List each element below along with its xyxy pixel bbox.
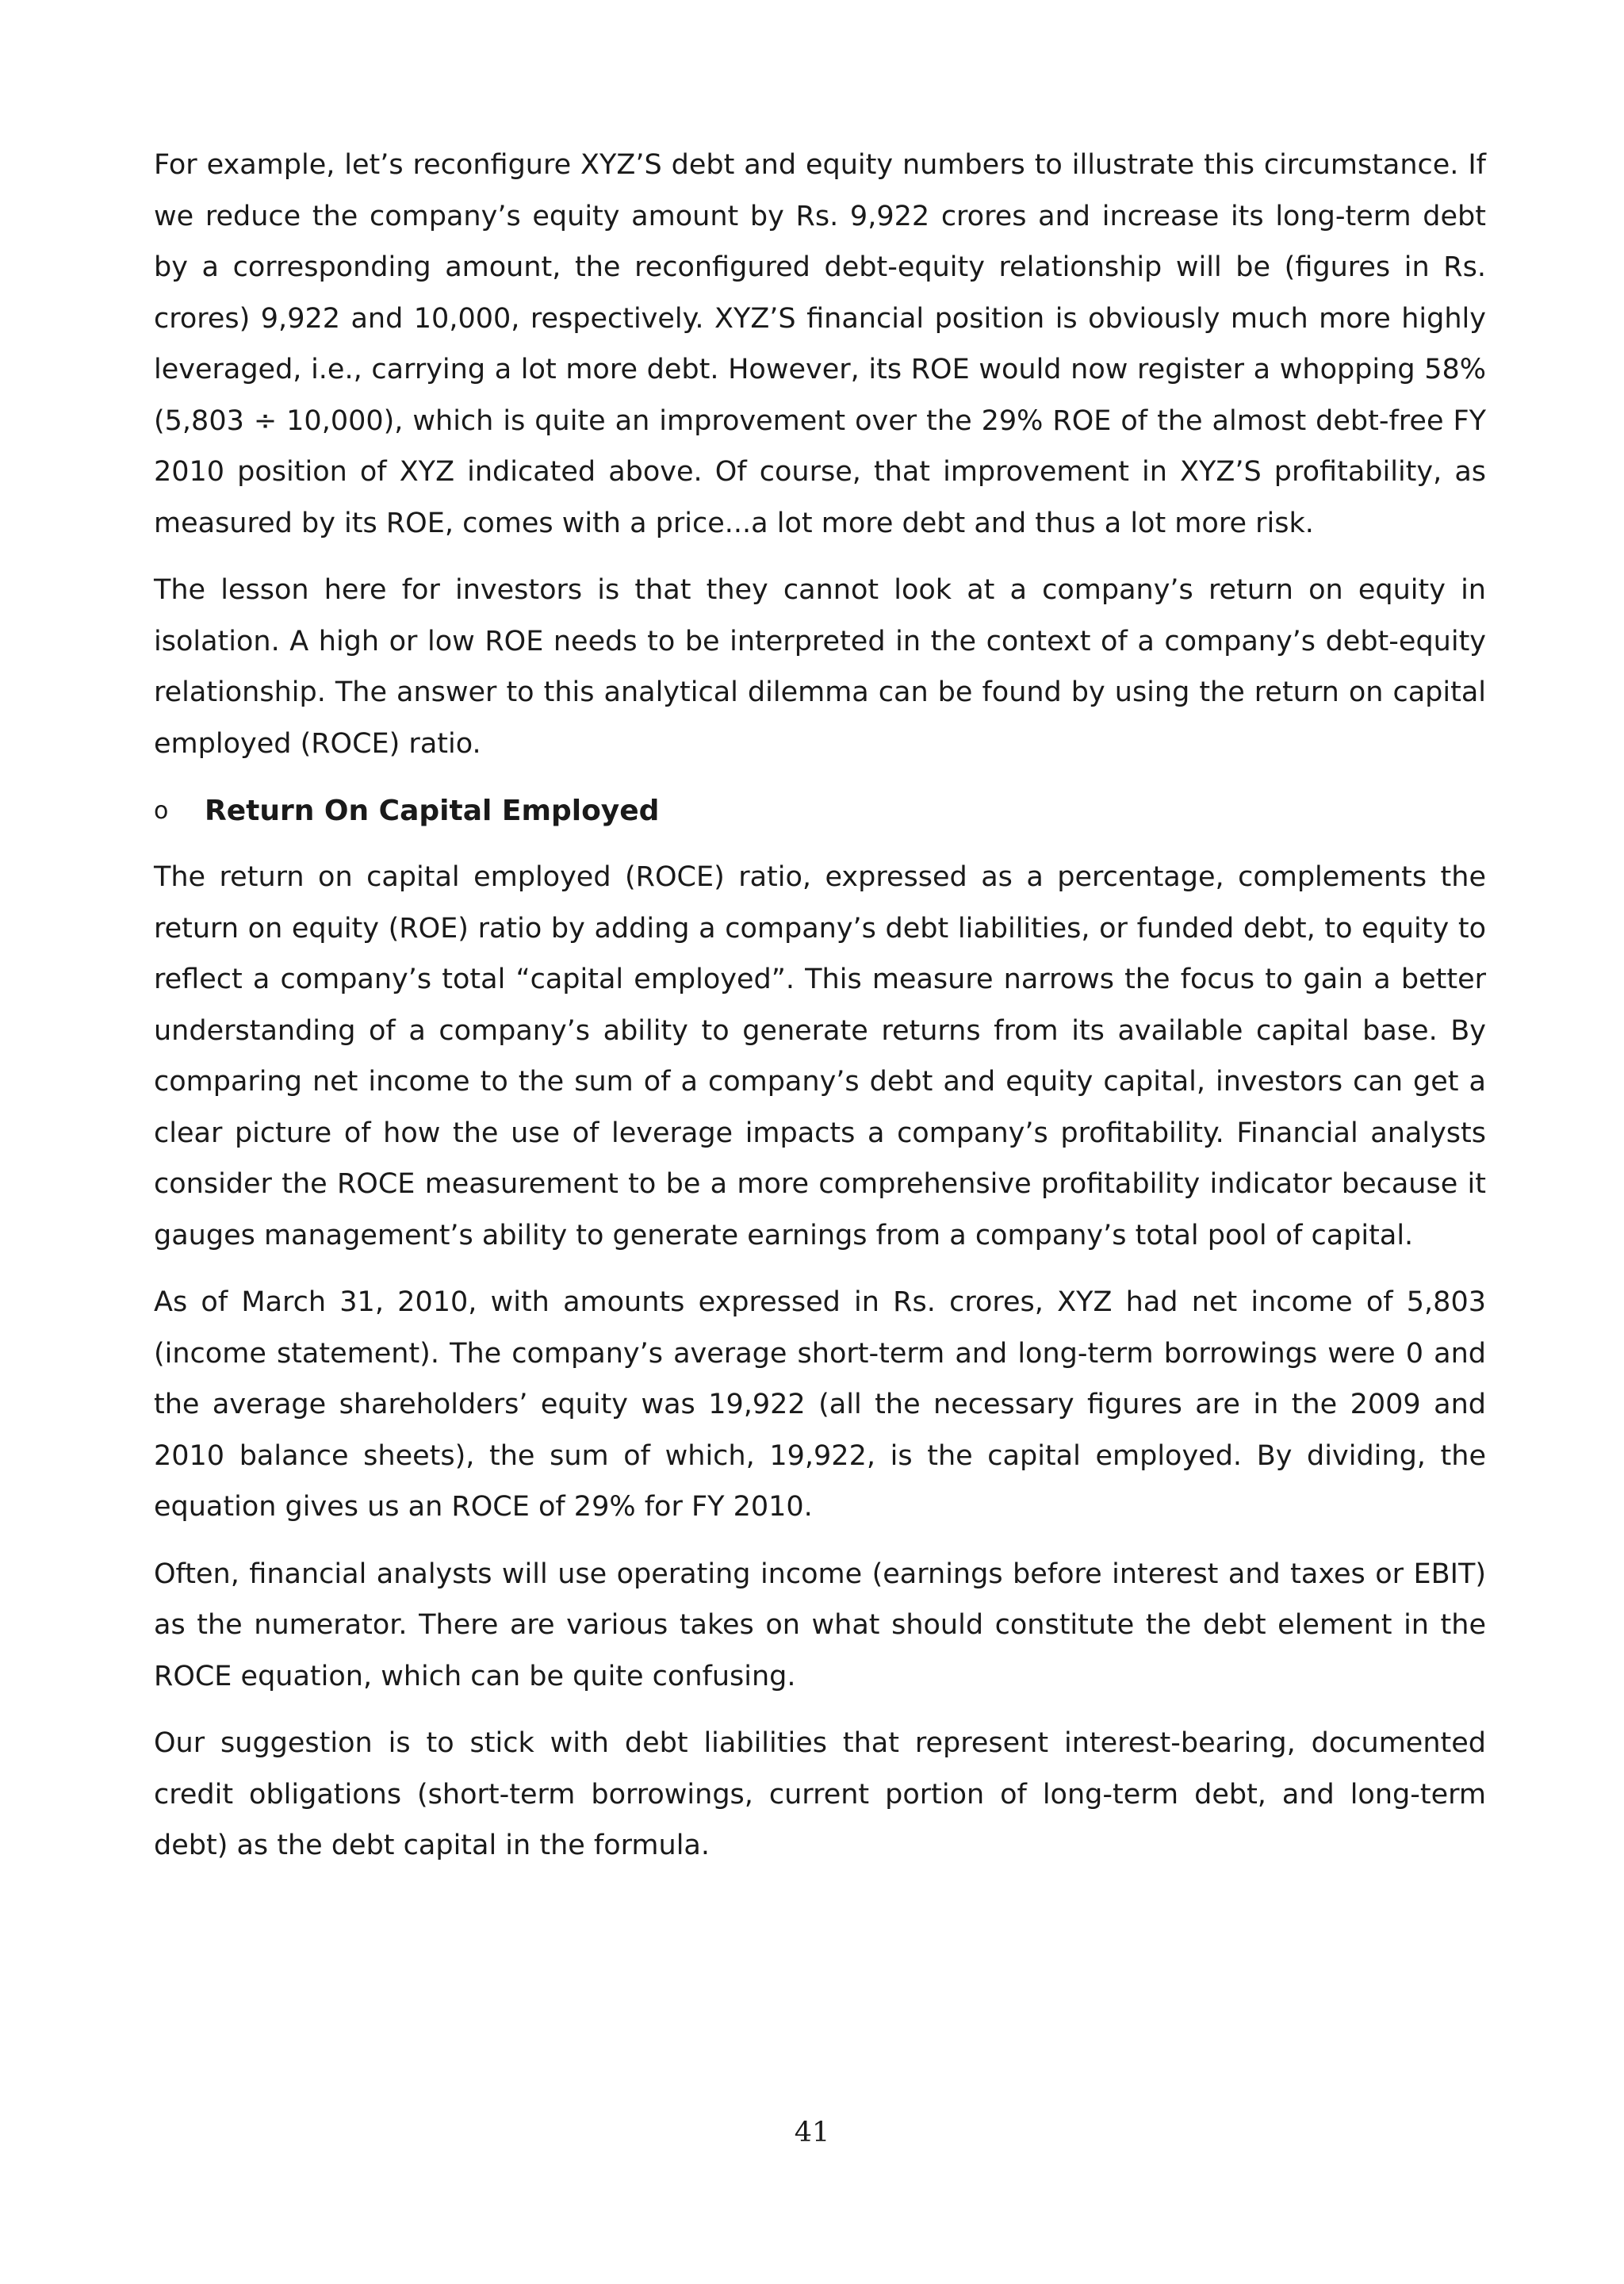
bullet-icon: o (154, 796, 169, 825)
paragraph-roce-definition: The return on capital employed (ROCE) ratio, expressed as a percentage, complements the return on equity (ROE) ratio by adding a company’s debt liabilities, or funded debt, to equity to reflect a company’s total “capital employed”. This measure narrows the focus to gain a better understanding of a company’s ability to generate returns from its available capital base. By comparing net income to the sum of a company’s debt and equity capital, investors can get a clear picture of how the use of leverage impacts a company’s profitability. Financial analysts consider the ROCE measurement to be a more comprehensive profitability indicator because it gauges management’s ability to generate earnings from a company’s total pool of capital. (154, 861, 1486, 1251)
paragraph-leverage-example: For example, let’s reconfigure XYZ’S debt and equity numbers to illustrate this circumstance. If we reduce the company’s equity amount by Rs. 9,922 crores and increase its long-term debt by a corresponding amount, the reconfigured debt-equity relationship will be (figures in Rs. crores) 9,922 and 10,000, respectively. XYZ’S financial position is obviously much more highly leveraged, i.e., carrying a lot more debt. However, its ROE would now register a whopping 58% (5,803 ÷ 10,000), which is quite an improvement over the 29% ROE of the almost debt-free FY 2010 position of XYZ indicated above. Of course, that improvement in XYZ’S profitability, as measured by its ROE, comes with a price...a lot more debt and thus a lot more risk. (154, 149, 1486, 539)
paragraph-operating-income: Often, financial analysts will use operating income (earnings before interest and taxes or EBIT) as the numerator. There are various takes on what should constitute the debt element in the ROCE equation, which can be quite confusing. (154, 1558, 1486, 1692)
paragraph-roce-example: As of March 31, 2010, with amounts expressed in Rs. crores, XYZ had net income of 5,803 (income statement). The company’s average short-term and long-term borrowings were 0 and the average shareholders’ equity was 19,922 (all the necessary figures are in the 2009 and 2010 balance sheets), the sum of which, 19,922, is the capital employed. By dividing, the equation gives us an ROCE of 29% for FY 2010. (154, 1286, 1486, 1523)
page-number: 41 (794, 2117, 830, 2148)
document-body (154, 140, 1486, 1887)
paragraph-investor-lesson: The lesson here for investors is that they cannot look at a company’s return on equity in isolation. A high or low ROE needs to be interpreted in the context of a company’s debt-equity relationship. The answer to this analytical dilemma can be found by using the return on capital employed (ROCE) ratio. (154, 574, 1486, 760)
paragraph-suggestion: Our suggestion is to stick with debt liabilities that represent interest-bearing, documented credit obligations (short-term borrowings, current portion of long-term debt, and long-term debt) as the debt capital in the formula. (154, 1727, 1486, 1861)
section-heading (154, 785, 1486, 836)
section-heading-text: Return On Capital Employed (205, 794, 660, 827)
